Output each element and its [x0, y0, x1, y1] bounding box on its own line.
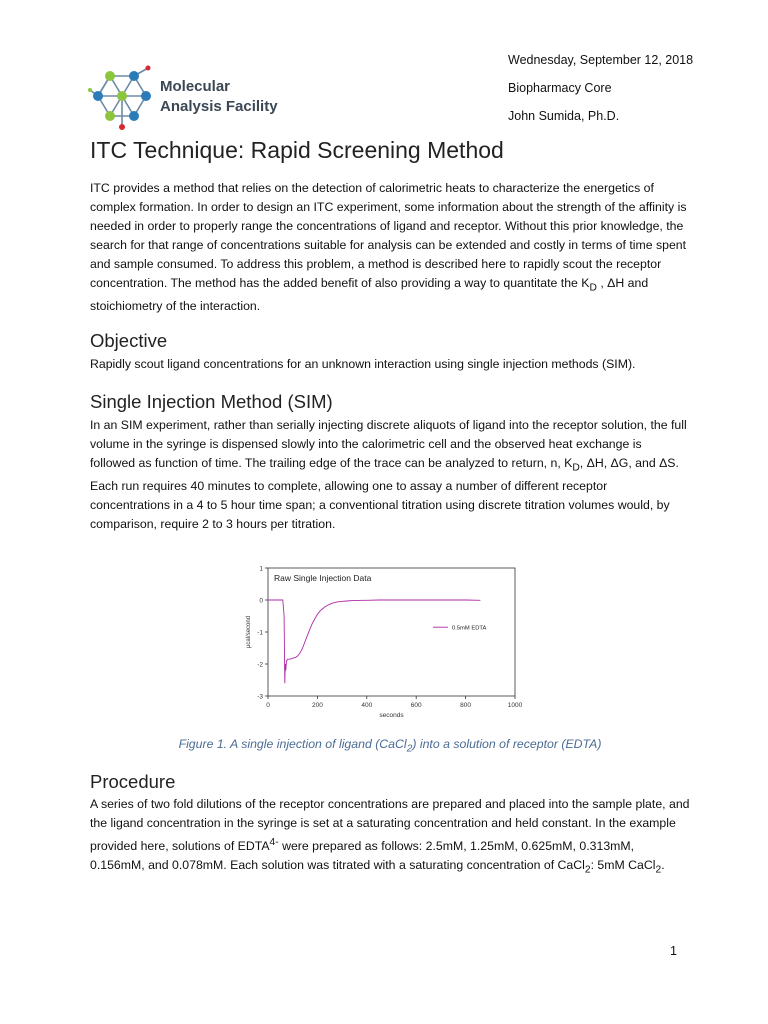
sim-heading: Single Injection Method (SIM): [90, 391, 333, 412]
procedure-text-1: A series of two fold dilutions of the receptor concentrations are prepared and placed into the sample plate, and the ligand concentration in the syringe is set at a saturating concentration and held constant. In the example provided here, solutions of EDTA: [90, 797, 690, 854]
page-number: 1: [670, 944, 677, 958]
y-tick-label: 0: [259, 597, 263, 605]
molecule-logo-icon: [88, 64, 160, 134]
x-tick-label: 400: [361, 702, 373, 709]
procedure-paragraph: [90, 795, 690, 880]
objective-heading: Objective: [90, 330, 168, 351]
chart-title: Raw Single Injection Data: [274, 573, 372, 583]
x-tick-label: 200: [311, 702, 323, 709]
objective-paragraph: Rapidly scout ligand concentrations for an unknown interaction using single injection methods (SIM).: [90, 357, 636, 371]
raw-injection-chart: [240, 560, 530, 728]
facility-name: [160, 77, 278, 117]
sim-paragraph: [90, 416, 690, 534]
procedure-heading: Procedure: [90, 771, 176, 792]
y-axis-label: µcal/second: [246, 615, 252, 649]
x-tick-label: 1000: [507, 702, 523, 709]
intro-text: ITC provides a method that relies on the detection of calorimetric heats to characterize the energetics of complex formation. In order to design an ITC experiment, some information about the strength of the affinity is needed in order to properly range the concentrations of ligand and receptor. Without this prior knowledge, the search for that range of concentrations suitable for analysis can be extended and costly in terms of time spent and sample consumed. To address this problem, a method is described here to rapidly scout the receptor concentration. The method has the added benefit of also providing a way to quantitate the K: [90, 181, 687, 290]
x-tick-label: 600: [410, 702, 422, 709]
sim-kd-subscript: D: [572, 462, 580, 474]
procedure-text-3: : 5mM CaCl: [590, 858, 656, 873]
y-tick-label: 1: [259, 565, 263, 573]
facility-name-line2: Analysis Facility: [160, 98, 278, 115]
sim-text: In an SIM experiment, rather than serially injecting discrete aliquots of ligand into the receptor solution, the full volume in the syringe is dispensed slowly into the calorimetric cell and the observed heat exchange is followed as function of time. The trailing edge of the trace can be analyzed to return, n, K: [90, 418, 687, 470]
series-line-0: [268, 600, 480, 683]
chart-plot-frame: [268, 568, 515, 696]
document-title: ITC Technique: Rapid Screening Method: [90, 137, 504, 163]
intro-paragraph: [90, 179, 690, 316]
x-tick-label: 800: [460, 702, 472, 709]
y-tick-label: -1: [257, 629, 263, 637]
caption-subscript: 2: [406, 743, 413, 755]
header-date: Wednesday, September 12, 2018: [508, 53, 694, 67]
procedure-text-2: were prepared as follows: 2.5mM, 1.25mM, 0.625mM, 0.313mM, 0.156mM, and 0.078mM. Each solution was titrated with a saturating concentration of CaCl: [90, 839, 635, 873]
x-axis-label: seconds: [379, 712, 404, 719]
sim-text-end: , ΔH, ΔG, and ΔS. Each run requires 40 minutes to complete, allowing one to assay a number of different receptor concentrations in a 4 to 5 hour time span; a conventional titration using discrete titration volumes would, by comparison, require 2 to 3 hours per titration.: [90, 456, 679, 532]
facility-name-line1: Molecular: [160, 78, 231, 95]
legend-label-0: 0.5mM EDTA: [452, 625, 487, 632]
procedure-text-4: .: [661, 858, 665, 873]
edta-charge-superscript: 4-: [269, 837, 279, 848]
y-tick-label: -3: [257, 693, 263, 701]
figure-caption: [90, 737, 690, 754]
cacl2-subscript-2: 2: [655, 864, 662, 876]
header-author: John Sumida, Ph.D.: [508, 109, 620, 123]
y-tick-label: -2: [257, 661, 263, 669]
header-department: Biopharmacy Core: [508, 81, 612, 95]
caption-text: Figure 1. A single injection of ligand (CaCl: [178, 737, 407, 751]
caption-text-end: ) into a solution of receptor (EDTA): [412, 737, 602, 751]
facility-logo: [88, 64, 288, 134]
intro-text-end: , ΔH and stoichiometry of the interaction.: [90, 276, 649, 314]
figure-1-chart: [240, 560, 530, 728]
header-info: [508, 46, 693, 130]
x-tick-label: 0: [266, 702, 270, 709]
cacl2-subscript-1: 2: [584, 864, 591, 876]
intro-kd-subscript: D: [589, 282, 597, 294]
